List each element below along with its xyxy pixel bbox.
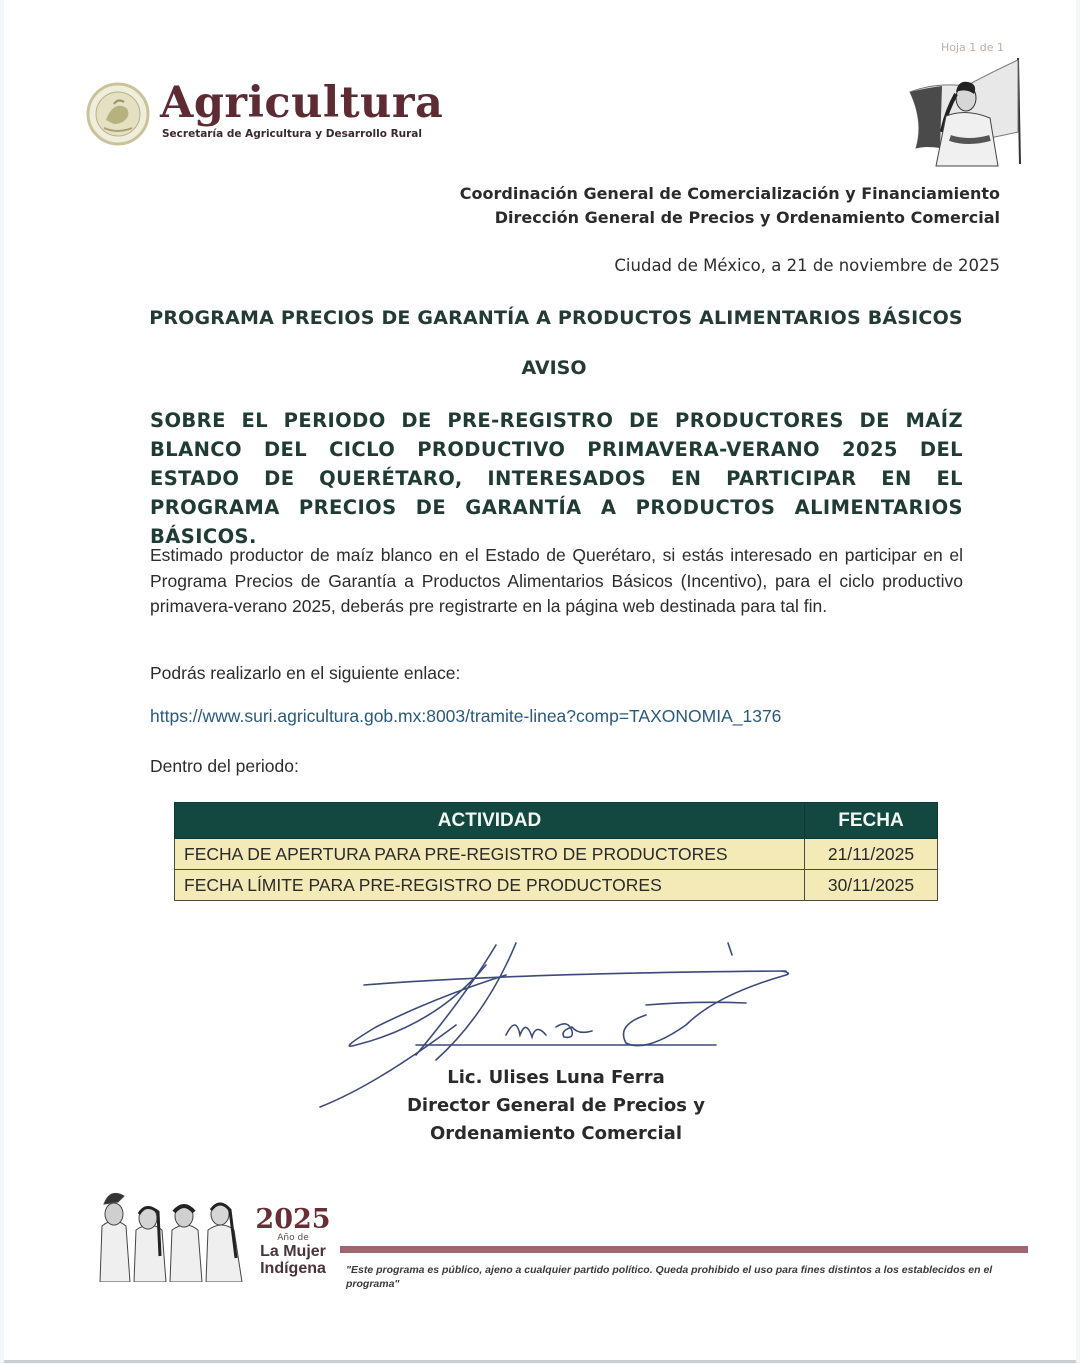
- motto-line-1: La Mujer: [260, 1243, 326, 1260]
- date-cell: 30/11/2025: [805, 870, 938, 901]
- table-row: [175, 839, 938, 870]
- sheet-number: Hoja 1 de 1: [941, 41, 1005, 54]
- signer-name: Lic. Ulises Luna Ferra: [447, 1067, 665, 1088]
- brand-subtitle: Secretaría de Agricultura y Desarrollo Rural: [162, 128, 422, 140]
- coordination-name: Coordinación General de Comercialización y Financiamiento: [459, 184, 1000, 203]
- year-caption: Año de: [277, 1233, 309, 1243]
- legal-disclaimer: "Este programa es público, ajeno a cualquier partido político. Queda prohibido el uso para fines distintos a los establecidos en el programa": [346, 1264, 993, 1290]
- directorate-name: Dirección General de Precios y Ordenamiento Comercial: [494, 208, 1000, 227]
- year-motto: [254, 1206, 332, 1277]
- column-header-activity: ACTIVIDAD: [175, 803, 805, 839]
- period-intro: Dentro del periodo:: [150, 756, 299, 776]
- activity-cell: FECHA LÍMITE PARA PRE-REGISTRO DE PRODUCTORES: [175, 870, 805, 901]
- table-row: [175, 870, 938, 901]
- dates-table: [174, 802, 938, 901]
- notice-heading: AVISO: [521, 357, 587, 379]
- heroine-with-flag-illustration-icon: [906, 52, 1026, 172]
- footer-divider: [340, 1246, 1028, 1253]
- table-header-row: [175, 803, 938, 839]
- mexican-coat-of-arms-seal-icon: [86, 82, 150, 146]
- signer-title-line-2: Ordenamiento Comercial: [430, 1123, 682, 1144]
- activity-cell: FECHA DE APERTURA PARA PRE-REGISTRO DE PRODUCTORES: [175, 839, 805, 870]
- notice-subject: SOBRE EL PERIODO DE PRE-REGISTRO DE PRODUCTORES DE MAÍZ BLANCO DEL CICLO PRODUCTIVO PRIMAVERA-VERANO 2025 DEL ESTADO DE QUERÉTARO, INTERESADOS EN PARTICIPAR EN EL PROGRAMA PRECIOS DE GARANTÍA A PRODUCTOS ALIMENTARIOS BÁSICOS.: [150, 409, 963, 548]
- program-title: PROGRAMA PRECIOS DE GARANTÍA A PRODUCTOS ALIMENTARIOS BÁSICOS: [149, 307, 963, 329]
- motto-line-2: Indígena: [260, 1260, 326, 1277]
- indigenous-women-illustration-icon: [96, 1186, 248, 1282]
- column-header-date: FECHA: [805, 803, 938, 839]
- brand-title: Agricultura: [160, 78, 444, 128]
- signer-block: [4, 1064, 1080, 1148]
- signer-title-line-1: Director General de Precios y: [406, 1095, 705, 1116]
- link-intro: Podrás realizarlo en el siguiente enlace:: [150, 663, 461, 683]
- notice-body: Estimado productor de maíz blanco en el Estado de Querétaro, si estás interesado en participar en el Programa Precios de Garantía a Productos Alimentarios Básicos (Incentivo), para el ciclo productivo primavera-verano 2025, deberás pre registrarte en la página web destinada para tal fin.: [150, 545, 963, 616]
- date-cell: 21/11/2025: [805, 839, 938, 870]
- year-number: 2025: [255, 1204, 331, 1235]
- document-page: [4, 0, 1076, 1363]
- registration-link[interactable]: https://www.suri.agricultura.gob.mx:8003/tramite-linea?comp=TAXONOMIA_1376: [150, 706, 782, 726]
- place-and-date: Ciudad de México, a 21 de noviembre de 2025: [614, 256, 1000, 275]
